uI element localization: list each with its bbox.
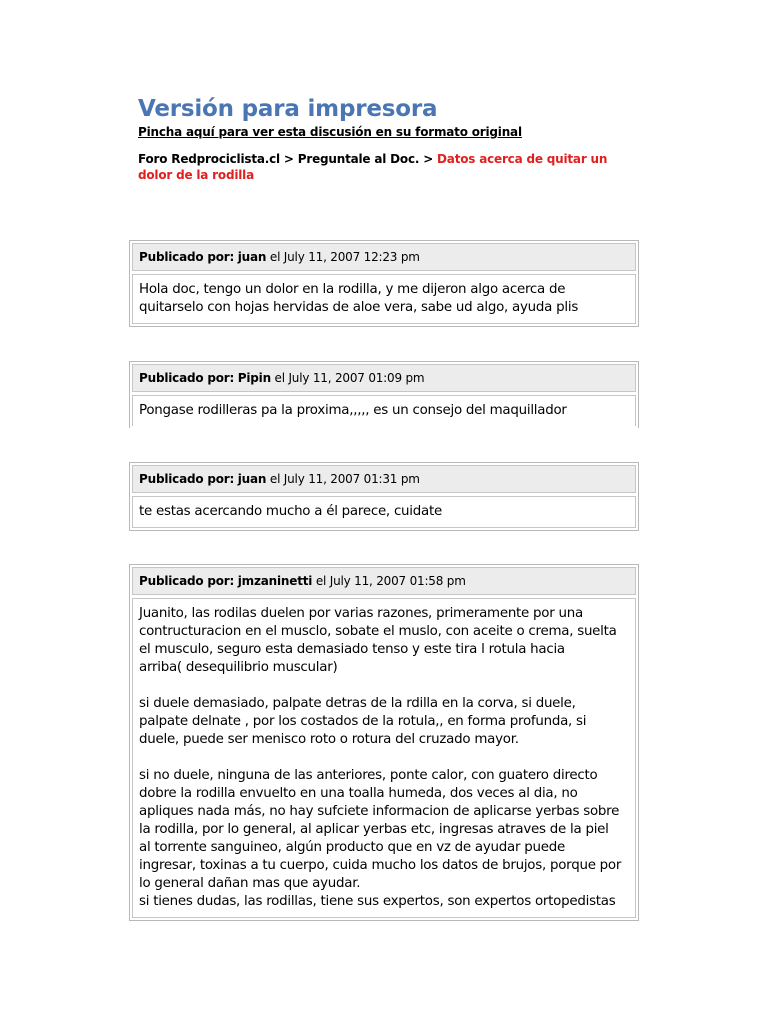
breadcrumb [138,151,638,183]
breadcrumb-current: Datos acerca de quitar un dolor de la rodilla [138,152,608,182]
post-label: Publicado por: [139,472,235,486]
post-date: el July 11, 2007 01:58 pm [312,574,466,588]
post-label: Publicado por: [139,574,235,588]
post [129,462,639,531]
page-title: Versión para impresora [138,96,438,122]
post-date: el July 11, 2007 12:23 pm [266,250,420,264]
post-date: el July 11, 2007 01:09 pm [270,371,425,385]
post [129,240,639,327]
breadcrumb-path[interactable]: Foro Redprociclista.cl > Preguntale al Doc. > [138,152,438,166]
post-author: juan [237,472,267,486]
post [129,564,639,921]
post-label: Publicado por: [139,250,235,264]
post-author: jmzaninetti [237,574,313,588]
post-body: te estas acercando mucho a él parece, cuidate [132,496,636,528]
post-author: Pipin [237,371,271,385]
post-header [132,465,636,493]
post-date: el July 11, 2007 01:31 pm [266,472,420,486]
post-author: juan [237,250,267,264]
post-header [132,567,636,595]
post [129,361,639,428]
post-header [132,243,636,271]
post-label: Publicado por: [139,371,235,385]
post-body: Pongase rodilleras pa la proxima,,,,, es un consejo del maquillador [132,395,636,426]
post-header [132,364,636,392]
post-body: Juanito, las rodilas duelen por varias razones, primeramente por una contructuracion en el musclo, sobate el muslo, con aceite o crema, suelta el musculo, seguro esta demasiado tenso y este tira l rotula hacia arriba( desequilibrio muscular) si duele demasiado, palpate detras de la rdilla en la corva, si duele, palpate delnate , por los costados de la rotula,, en forma profunda, si duele, puede ser menisco roto o rotura del cruzado mayor. si no duele, ninguna de las anteriores, ponte calor, con guatero directo dobre la rodilla envuelto en una toalla humeda, dos veces al dia, no apliques nada más, no hay sufciete informacion de aplicarse yerbas sobre la rodilla, por lo general, al aplicar yerbas etc, ingresas atraves de la piel al torrente sanguineo, algún producto que en vz de ayudar puede ingresar, toxinas a tu cuerpo, cuida mucho los datos de brujos, porque por lo general dañan mas que ayudar. si tienes dudas, las rodillas, tiene sus expertos, son expertos ortopedistas [132,598,636,918]
post-body: Hola doc, tengo un dolor en la rodilla, y me dijeron algo acerca de quitarselo con hojas hervidas de aloe vera, sabe ud algo, ayuda plis [132,274,636,324]
original-format-link[interactable]: Pincha aquí para ver esta discusión en su formato original [138,125,522,139]
